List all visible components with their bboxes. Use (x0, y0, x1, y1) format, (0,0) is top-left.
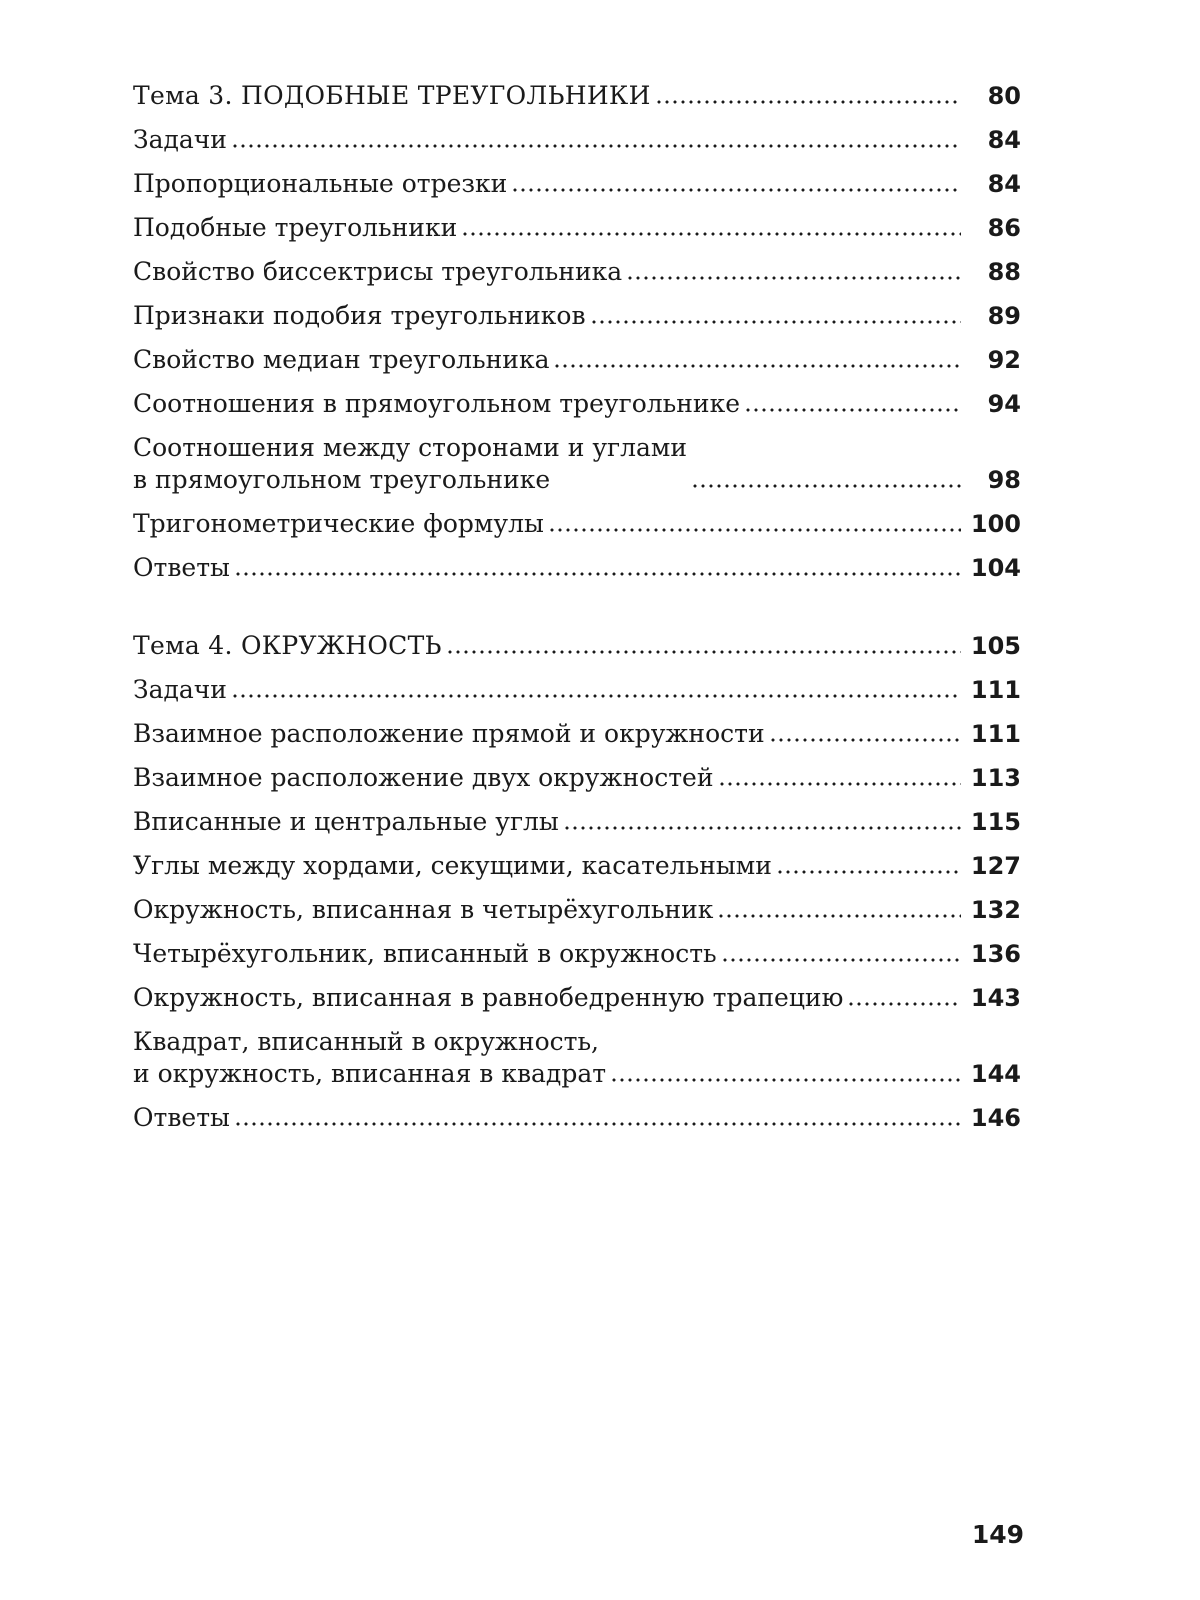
toc-entry-title (133, 432, 687, 496)
toc-entry-title (133, 1026, 606, 1090)
toc-entry-title-line: Окружность, вписанная в четырёхугольник (133, 895, 714, 924)
dot-leader (847, 1001, 961, 1007)
dot-leader (590, 319, 961, 325)
toc-entry-title (133, 388, 740, 420)
toc-entry-title-line: Свойство биссектрисы треугольника (133, 257, 623, 286)
toc-entry-page: 86 (987, 214, 1021, 242)
toc-entry-title (133, 718, 765, 750)
toc-entry-title (133, 938, 717, 970)
toc-entry-title (133, 674, 227, 706)
toc-entry-page: 115 (970, 808, 1021, 836)
toc-entry (133, 674, 1021, 706)
toc-entry-page: 143 (970, 984, 1021, 1012)
toc-entry (133, 508, 1021, 540)
toc-entry (133, 938, 1021, 970)
toc-entry (133, 300, 1021, 332)
toc-entry (133, 1026, 1021, 1090)
toc-entry (133, 806, 1021, 838)
toc-entry-page: 136 (970, 940, 1021, 968)
toc-entry-title-line: Тригонометрические формулы (133, 509, 544, 538)
toc-entry-title (133, 894, 713, 926)
toc-entry-title-line: Подобные треугольники (133, 213, 458, 242)
toc-chapter-heading (133, 630, 1021, 662)
toc-entry-title (133, 552, 230, 584)
dot-leader (234, 1121, 961, 1127)
toc-entry-title (133, 300, 586, 332)
toc-entry-page: 88 (987, 258, 1021, 286)
toc-entry-page: 92 (987, 346, 1021, 374)
toc-entry-title-line: и окружность, вписанная в квадрат (133, 1059, 607, 1088)
toc-entry-page: 111 (970, 676, 1021, 704)
toc-entry-title (133, 124, 227, 156)
toc-entry (133, 124, 1021, 156)
toc-entry-title (133, 1102, 230, 1134)
toc-entry-page: 80 (987, 82, 1021, 110)
toc-entry-title-line: Ответы (133, 1103, 230, 1132)
dot-leader (446, 649, 961, 655)
toc-entry-title (133, 168, 507, 200)
toc-entry-title (133, 256, 622, 288)
toc-entry-page: 111 (970, 720, 1021, 748)
toc-entry-page: 84 (987, 170, 1021, 198)
dot-leader (744, 407, 961, 413)
toc-entry (133, 212, 1021, 244)
toc-entry (133, 388, 1021, 420)
toc-entry-page: 144 (970, 1060, 1021, 1088)
toc-entry-title (133, 508, 544, 540)
toc-entry-page: 146 (970, 1104, 1021, 1132)
toc-entry-page: 105 (970, 632, 1021, 660)
toc-section (133, 80, 1021, 584)
toc-entry-page: 104 (970, 554, 1021, 582)
dot-leader (234, 571, 961, 577)
page-number: 149 (971, 1520, 1024, 1549)
dot-leader (626, 275, 961, 281)
toc-entry-page: 89 (987, 302, 1021, 330)
toc-entry-page: 98 (987, 466, 1021, 494)
dot-leader (718, 781, 961, 787)
toc-entry-title-line: в прямоугольном треугольнике (133, 465, 551, 494)
toc-entry-page: 132 (970, 896, 1021, 924)
toc-entry-title-line: Тема 3. ПОДОБНЫЕ ТРЕУГОЛЬНИКИ (133, 81, 651, 110)
toc-entry (133, 552, 1021, 584)
toc-entry (133, 718, 1021, 750)
toc-entry-title-line: Задачи (133, 675, 227, 704)
toc-section (133, 630, 1021, 1134)
toc-entry-title (133, 212, 457, 244)
dot-leader (721, 957, 961, 963)
table-of-contents (133, 80, 1021, 1180)
dot-leader (231, 143, 961, 149)
toc-entry-title-line: Углы между хордами, секущими, касательными (133, 851, 772, 880)
toc-entry (133, 982, 1021, 1014)
toc-entry-title (133, 850, 772, 882)
toc-entry (133, 256, 1021, 288)
toc-entry (133, 762, 1021, 794)
toc-entry-title-line: Признаки подобия треугольников (133, 301, 586, 330)
dot-leader (691, 483, 961, 489)
toc-entry-title-line: Пропорциональные отрезки (133, 169, 508, 198)
toc-entry-title (133, 982, 843, 1014)
toc-entry (133, 344, 1021, 376)
toc-entry-page: 100 (970, 510, 1021, 538)
toc-entry-page: 113 (970, 764, 1021, 792)
toc-entry-title-line: Задачи (133, 125, 227, 154)
toc-entry-page: 127 (970, 852, 1021, 880)
dot-leader (717, 913, 961, 919)
toc-entry-title (133, 630, 442, 662)
toc-entry (133, 894, 1021, 926)
toc-entry (133, 1102, 1021, 1134)
toc-entry (133, 432, 1021, 496)
toc-entry-title-line: Вписанные и центральные углы (133, 807, 559, 836)
toc-entry-title (133, 762, 714, 794)
toc-entry-title (133, 806, 559, 838)
dot-leader (553, 363, 961, 369)
dot-leader (548, 527, 961, 533)
toc-entry-title-line: Четырёхугольник, вписанный в окружность (133, 939, 717, 968)
toc-entry-title-line: Свойство медиан треугольника (133, 345, 550, 374)
toc-entry-title-line: Взаимное расположение двух окружностей (133, 763, 714, 792)
dot-leader (511, 187, 961, 193)
toc-chapter-heading (133, 80, 1021, 112)
dot-leader (563, 825, 961, 831)
toc-entry (133, 168, 1021, 200)
toc-entry-page: 84 (987, 126, 1021, 154)
dot-leader (655, 99, 961, 105)
toc-entry (133, 850, 1021, 882)
toc-entry-title-line: Взаимное расположение прямой и окружности (133, 719, 765, 748)
dot-leader (776, 869, 961, 875)
dot-leader (769, 737, 961, 743)
toc-entry-title-line: Квадрат, вписанный в окружность, (133, 1027, 600, 1056)
dot-leader (231, 693, 961, 699)
toc-entry-title-line: Соотношения в прямоугольном треугольнике (133, 389, 740, 418)
dot-leader (610, 1077, 961, 1083)
toc-entry-title-line: Тема 4. ОКРУЖНОСТЬ (133, 631, 442, 660)
toc-entry-title (133, 344, 549, 376)
toc-entry-title (133, 80, 651, 112)
toc-entry-page: 94 (987, 390, 1021, 418)
toc-entry-title-line: Ответы (133, 553, 230, 582)
toc-entry-title-line: Окружность, вписанная в равнобедренную трапецию (133, 983, 844, 1012)
toc-entry-title-line: Соотношения между сторонами и углами (133, 433, 688, 462)
dot-leader (461, 231, 961, 237)
